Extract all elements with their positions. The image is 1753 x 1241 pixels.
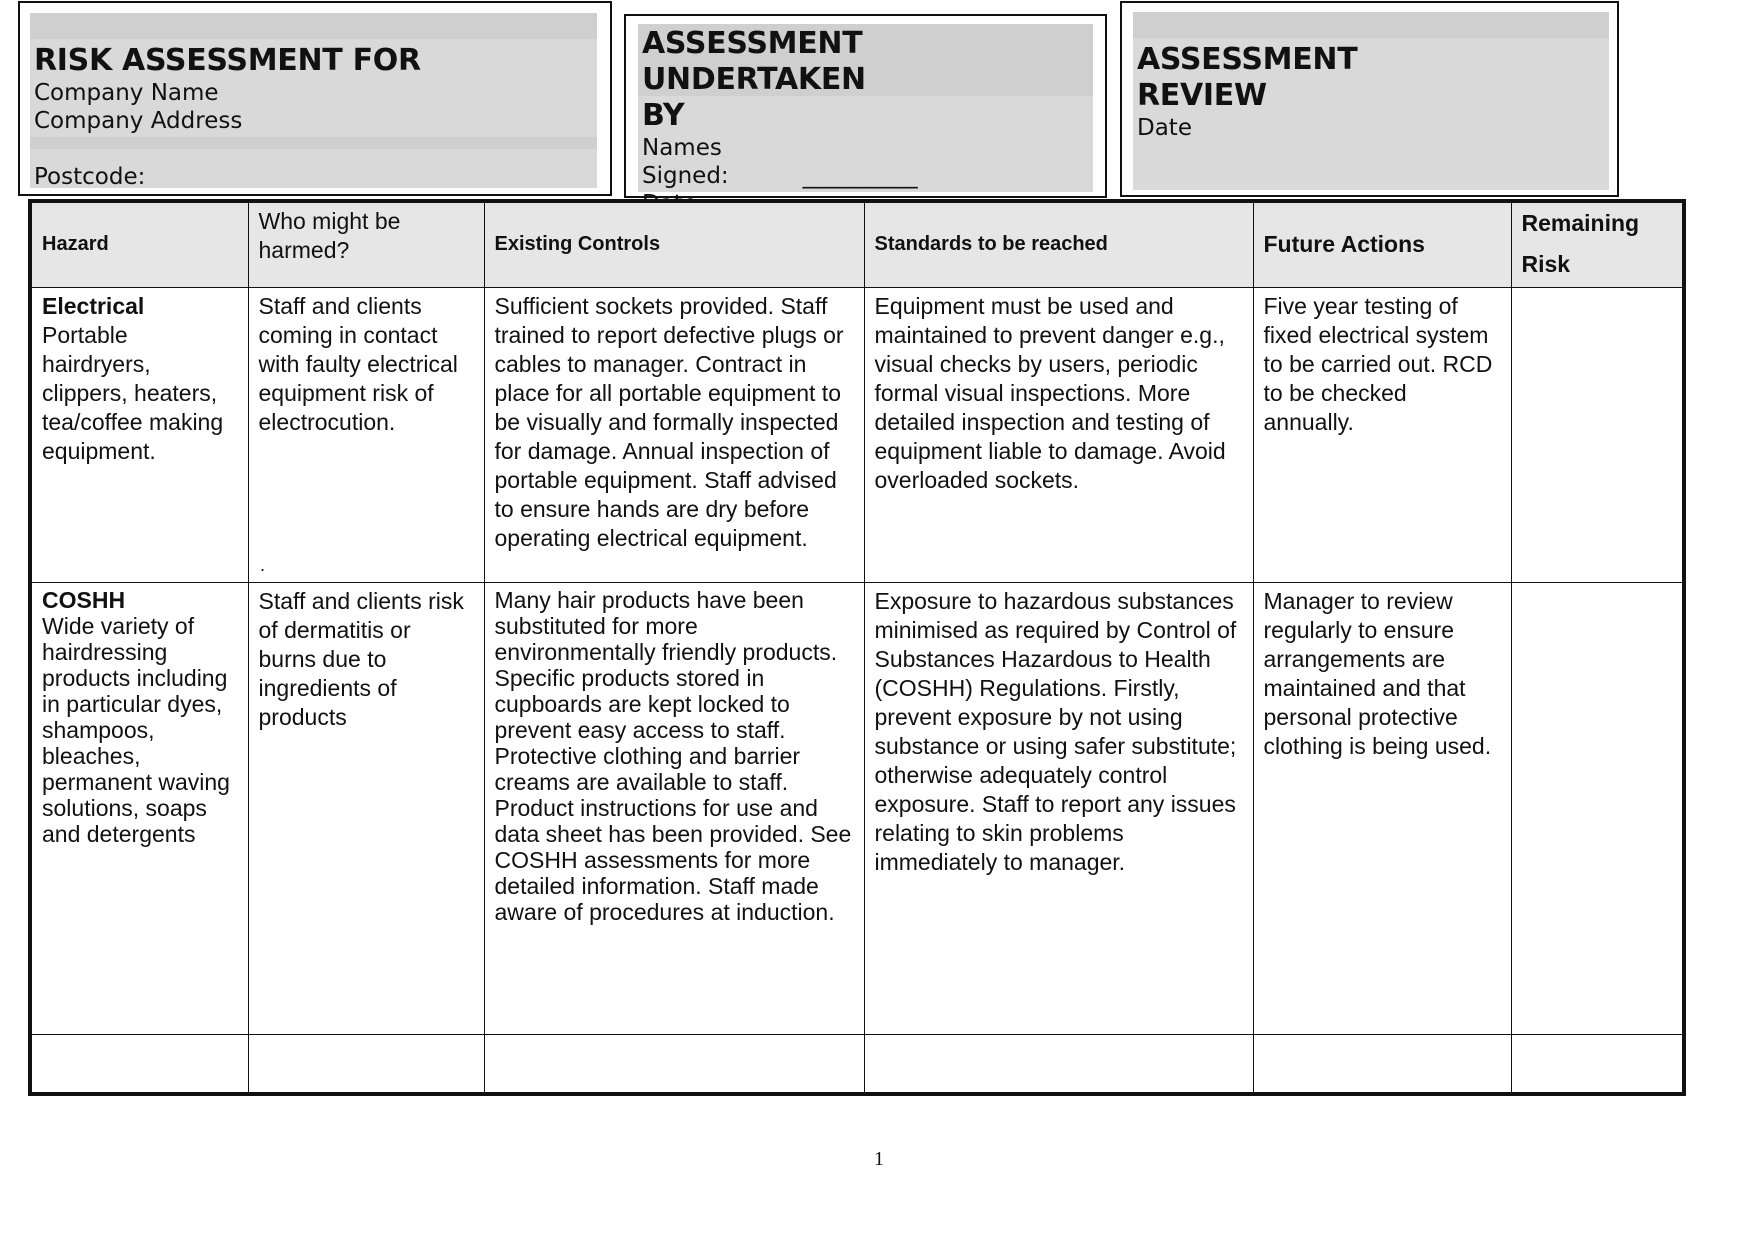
assessment-undertaken-title: ASSESSMENT UNDERTAKEN	[642, 26, 866, 97]
signature-line: __________	[802, 163, 918, 189]
review-date-field: Date	[1137, 115, 1192, 141]
future-actions-cell: Five year testing of fixed electrical system to be carried out. RCD to be checked annually.	[1253, 287, 1511, 582]
risk-assessment-for-content	[34, 43, 421, 191]
hazard-cell	[30, 582, 248, 1034]
empty-cell	[248, 1034, 484, 1094]
signed-field	[642, 162, 1093, 190]
page-number: 1	[874, 1148, 884, 1170]
who-harmed-cell: Staff and clients coming in contact with faulty electrical equipment risk of electrocution.	[248, 287, 484, 582]
assessment-review-box	[1120, 1, 1619, 197]
empty-cell	[30, 1034, 248, 1094]
empty-cell	[864, 1034, 1253, 1094]
hazard-description: Wide variety of hairdressing products including in particular dyes, shampoos, bleaches, permanent waving solutions, soaps and detergents	[42, 612, 230, 847]
assessment-undertaken-title-by: BY	[642, 98, 685, 133]
risk-assessment-for-title: RISK ASSESSMENT FOR	[34, 43, 421, 78]
column-header-who-harmed: Who might be harmed?	[248, 201, 484, 287]
who-harmed-cell: Staff and clients risk of dermatitis or burns due to ingredients of products	[248, 582, 484, 1034]
column-header-existing-controls: Existing Controls	[484, 201, 864, 287]
table-header-row	[30, 201, 1684, 287]
postcode-field: Postcode:	[34, 164, 146, 190]
remaining-risk-cell	[1511, 582, 1684, 1034]
empty-cell	[1253, 1034, 1511, 1094]
risk-assessment-for-box	[18, 1, 612, 196]
names-field: Names	[642, 135, 722, 161]
company-address-field: Company Address	[34, 108, 243, 134]
standards-cell: Equipment must be used and maintained to prevent danger e.g., visual checks by users, periodic formal visual inspections. More detailed inspection and testing of equipment liable to damage. Avoid overloaded sockets.	[864, 287, 1253, 582]
signed-label: Signed:	[642, 163, 729, 189]
stray-mark: .	[260, 555, 266, 575]
hazard-title: COSHH	[42, 586, 126, 613]
risk-assessment-table	[28, 199, 1686, 1096]
company-name-field: Company Name	[34, 80, 219, 106]
assessment-review-content	[1137, 42, 1357, 142]
column-header-remaining-risk: Remaining Risk	[1511, 201, 1684, 287]
remaining-risk-cell	[1511, 287, 1684, 582]
column-header-standards: Standards to be reached	[864, 201, 1253, 287]
column-header-hazard: Hazard	[30, 201, 248, 287]
risk-assessment-for-panel	[30, 13, 597, 188]
hazard-description: Portable hairdryers, clippers, heaters, tea/coffee making equipment.	[42, 321, 224, 464]
standards-cell: Exposure to hazardous substances minimised as required by Control of Substances Hazardous to Health (COSHH) Regulations. Firstly, prevent exposure by not using substance or using safer substitute; otherwise adequately control exposure. Staff to report any issues relating to skin problems immediately to manager.	[864, 582, 1253, 1034]
existing-controls-cell: Many hair products have been substituted for more environmentally friendly products. Specific products stored in cupboards are kept locked to prevent easy access to staff. Protective clothing and barrier creams are available to staff. Product instructions for use and data sheet has been provided. See COSHH assessments for more detailed information. Staff made aware of procedures at induction.	[484, 582, 864, 1034]
existing-controls-cell: Sufficient sockets provided. Staff trained to report defective plugs or cables to manager. Contract in place for all portable equipment to be visually and formally inspected for damage. Annual inspection of portable equipment. Staff advised to ensure hands are dry before operating electrical equipment.	[484, 287, 864, 582]
column-header-future-actions: Future Actions	[1253, 201, 1511, 287]
assessment-review-title-review: REVIEW	[1137, 78, 1267, 113]
hazard-cell	[30, 287, 248, 582]
assessment-undertaken-content	[642, 26, 1093, 218]
table-row-empty	[30, 1034, 1684, 1094]
assessment-undertaken-box	[624, 14, 1107, 198]
table-row	[30, 582, 1684, 1034]
assessment-review-panel	[1133, 12, 1609, 190]
assessment-undertaken-panel	[638, 24, 1093, 192]
empty-cell	[484, 1034, 864, 1094]
empty-cell	[1511, 1034, 1684, 1094]
table-row	[30, 287, 1684, 582]
future-actions-cell: Manager to review regularly to ensure arrangements are maintained and that personal protective clothing is being used.	[1253, 582, 1511, 1034]
hazard-title: Electrical	[42, 292, 145, 319]
assessment-review-title: ASSESSMENT	[1137, 42, 1358, 77]
